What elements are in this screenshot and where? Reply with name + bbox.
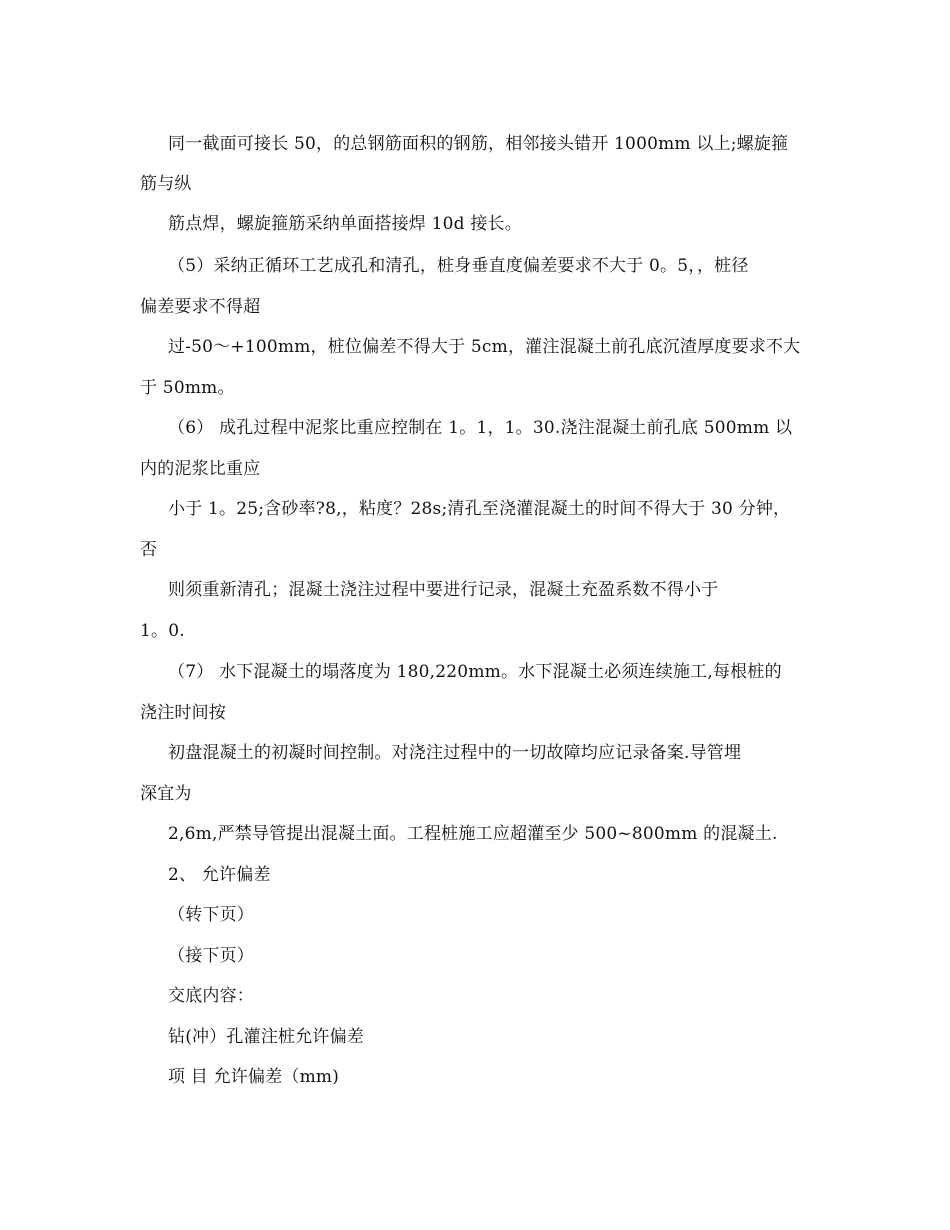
text-line: （7） 水下混凝土的塌落度为 180,220mm。水下混凝土必须连续施工,每根桩的 xyxy=(168,662,782,682)
text-line: 筋与纵 xyxy=(140,174,192,194)
table-header: 项 目 允许偏差（mm) xyxy=(168,1067,340,1087)
text-line: （接下页） xyxy=(168,946,254,966)
text-line: 1。0. xyxy=(140,621,185,641)
text-line: 浇注时间按 xyxy=(140,703,226,723)
text-line: （转下页） xyxy=(168,905,254,925)
text-line: 偏差要求不得超 xyxy=(140,297,261,317)
text-line: 则须重新清孔；混凝土浇注过程中要进行记录，混凝土充盈系数不得小于 xyxy=(168,580,719,600)
text-line: 过-50～+100mm，桩位偏差不得大于 5cm，灌注混凝土前孔底沉渣厚度要求不大 xyxy=(168,337,801,357)
text-line: 于 50mm。 xyxy=(140,378,235,398)
text-line: 筋点焊，螺旋箍筋采纳单面搭接焊 10d 接长。 xyxy=(168,214,522,234)
text-line: 初盘混凝土的初凝时间控制。对浇注过程中的一切故障均应记录备案.导管埋 xyxy=(168,743,742,763)
text-line: 2,6m,严禁导管提出混凝土面。工程桩施工应超灌至少 500~800mm 的混凝土. xyxy=(168,824,778,844)
text-line: 交底内容： xyxy=(168,986,254,1006)
text-line: 内的泥浆比重应 xyxy=(140,459,261,479)
section-heading: 2、 允许偏差 xyxy=(168,865,271,885)
text-line: 深宜为 xyxy=(140,784,192,804)
text-line: （5）采纳正循环工艺成孔和清孔，桩身垂直度偏差要求不大于 0。5，，桩径 xyxy=(168,256,749,276)
text-line: （6） 成孔过程中泥浆比重应控制在 1。1，1。30.浇注混凝土前孔底 500mm 以 xyxy=(168,418,793,438)
text-line: 否 xyxy=(140,540,158,560)
text-line: 小于 1。25;含砂率?8,，粘度？28s;清孔至浇灌混凝土的时间不得大于 30 分钟， xyxy=(168,499,791,519)
table-title: 钻(冲）孔灌注桩允许偏差 xyxy=(168,1027,365,1047)
text-line: 同一截面可接长 50，的总钢筋面积的钢筋，相邻接头错开 1000mm 以上;螺旋箍 xyxy=(168,134,789,154)
